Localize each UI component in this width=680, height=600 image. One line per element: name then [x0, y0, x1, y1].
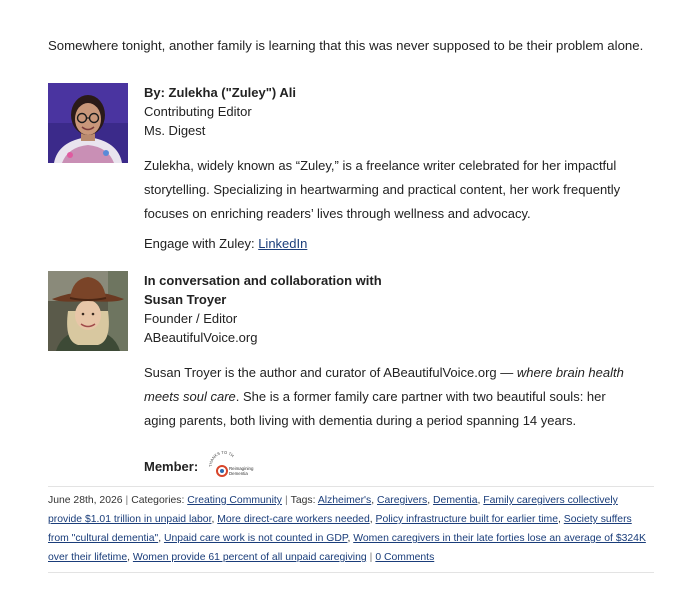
member-row	[144, 449, 664, 483]
author-bio	[144, 361, 634, 433]
logo-arc-text: THANKS TO TH	[208, 449, 236, 468]
author-photo-susan	[48, 271, 128, 351]
engage-label: Engage with Zuley:	[144, 236, 255, 251]
tag-link[interactable]: Family caregivers collectively provide $1.01 trillion in unpaid labor	[48, 495, 618, 525]
author-name: Susan Troyer	[144, 292, 227, 307]
engage-line	[144, 234, 664, 254]
categories-label: Categories:	[131, 495, 185, 506]
member-label: Member:	[144, 458, 199, 474]
author-org: Ms. Digest	[144, 123, 206, 138]
collab-intro: In conversation and collaboration with	[144, 273, 382, 288]
linkedin-link[interactable]: LinkedIn	[258, 236, 308, 251]
bio-text-start: Susan Troyer is the author and curator of ABeautifulVoice.org —	[144, 365, 517, 380]
author-role: Contributing Editor	[144, 104, 252, 119]
svg-text:THANKS TO THE STREETS	[206, 449, 235, 467]
tag-link[interactable]: Unpaid care work is not counted in GDP	[163, 533, 348, 544]
svg-text:Reimagining: Reimagining	[229, 466, 254, 471]
reimagining-dementia-logo	[206, 449, 264, 483]
bio-emphasis: where brain health meets soul care	[144, 365, 624, 404]
tag-link[interactable]: Society suffers from "cultural dementia"	[48, 514, 632, 544]
tag-link[interactable]: Policy infrastructure built for earlier time	[375, 514, 558, 525]
category-link[interactable]: Creating Community	[187, 495, 282, 506]
tag-link[interactable]: Women provide 61 percent of all unpaid caregiving	[132, 552, 367, 563]
author-role: Founder / Editor	[144, 311, 238, 326]
comments-link[interactable]: 0 Comments	[375, 552, 435, 563]
author-org: ABeautifulVoice.org	[144, 330, 258, 345]
bio-text-end: . She is a former family care partner with two beautiful souls: her aging parents, both living with dementia during a period spanning 14 years.	[144, 389, 606, 428]
tag-link[interactable]: Dementia	[433, 495, 478, 506]
author-name: By: Zulekha ("Zuley") Ali	[144, 85, 296, 100]
tag-link[interactable]: Women caregivers in their late forties lose an average of $324K over their lifetime	[48, 533, 646, 563]
tag-link[interactable]: More direct-care workers needed	[217, 514, 370, 525]
tag-link[interactable]: Alzheimer's	[317, 495, 372, 506]
post-meta: June 28th, 2026 | Categories: Creating Community | Tags: Alzheimer's, Caregivers, Dementia, Family caregivers collectively provide $1.01 trillion in unpaid labor, More direct-care workers needed, Policy infrastructure built for earlier time, Society suffers from "cultural dementia", Unpaid care work is not counted in GDP, Women caregivers in their late forties lose an average of $324K over their lifetime, Women provide 61 percent of all unpaid caregiving | 0 Comments	[48, 486, 654, 573]
author-photo-zuley	[48, 83, 128, 163]
tags-label: Tags:	[290, 495, 316, 506]
author-bio: Zulekha, widely known as “Zuley,” is a freelance writer celebrated for her impactful storytelling. Specializing in heartwarming and practical content, her work frequently focuses on enriching readers’ lives through wellness and advocacy.	[144, 158, 621, 221]
tag-link[interactable]: Caregivers	[377, 495, 428, 506]
svg-text:Dementia: Dementia	[229, 471, 248, 476]
post-date: June 28th, 2026	[48, 495, 123, 506]
intro-paragraph: Somewhere tonight, another family is learning that this was never supposed to be their problem alone.	[48, 38, 644, 53]
